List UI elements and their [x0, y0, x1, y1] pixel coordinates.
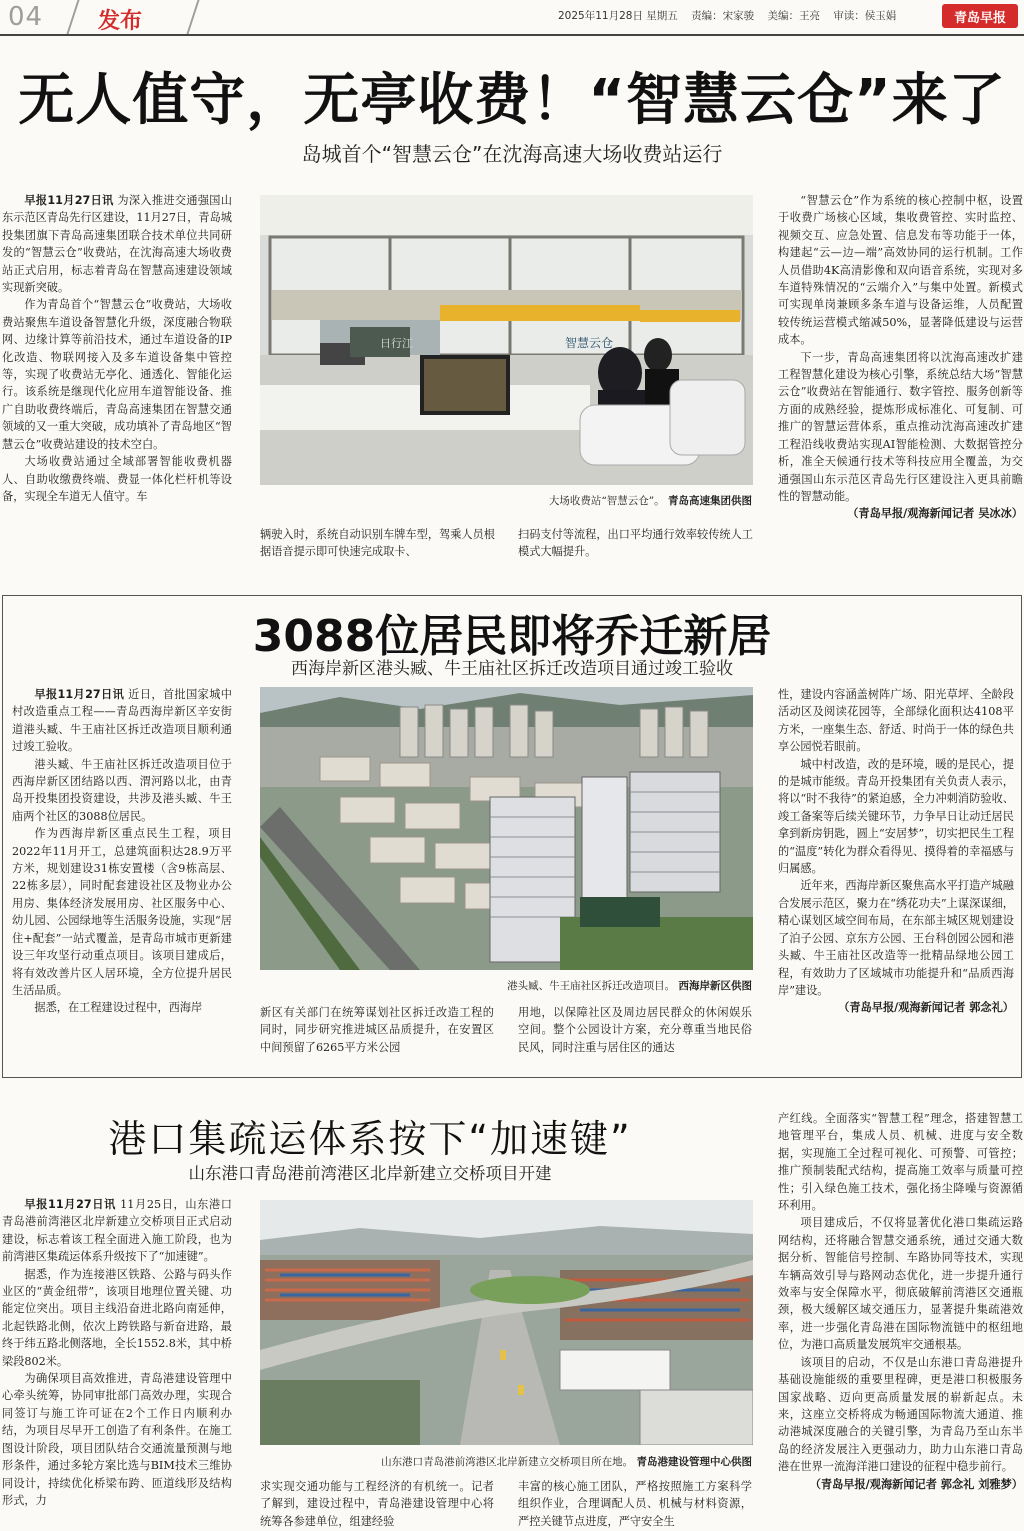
port-interchange-aerial-image	[260, 1200, 753, 1445]
article3-caption	[262, 1454, 752, 1469]
article3-text: 产红线。全面落实“智慧工程”理念，搭建智慧工地管理平台，集成人员、机械、进度与安全数据，实现施工全过程可视化、可预警、可管控；推广预制装配式结构，提高施工效率与质量可控性；引入绿色施工技术，强化扬尘降噪与资源循环利用。	[778, 1112, 1023, 1213]
article2-text: 城中村改造，改的是环境，暖的是民心，提的是城市能级。青岛开投集团有关负责人表示，将以“时不我待”的紧迫感，全力冲刺消防验收、竣工备案等后续关键环节，力争早日让动迁居民拿到新房钥匙，圆上“安居梦”，切实把民生工程的“温度”转化为群众看得见、摸得着的幸福感与归属感。	[778, 757, 1014, 876]
article3-text: 11月25日，山东港口青岛港前湾港区北岸新建立交桥项目正式启动建设，标志着该工程全面进入施工阶段，也为前湾港区集疏运体系升级按下了“加速键”。	[2, 1198, 232, 1264]
screen-sign-right: 智慧云仓	[565, 336, 614, 350]
dateline: 早报11月27日讯	[24, 1198, 116, 1211]
article2-text: 性，建设内容涵盖树阵广场、阳光草坪、全龄段活动区及阅读花园等，全部绿化面积达4108平方米，一座集生态、舒适、时尚于一体的绿色共享公园悦若眼前。	[778, 688, 1014, 754]
article2-text: 近日，首批国家城中村改造重点工程——青岛西海岸新区辛安街道港头臧、牛王庙社区拆迁改造项目顺利通过竣工验收。	[12, 688, 232, 754]
page-header	[0, 0, 1024, 34]
article3-headline: 港口集疏运体系按下“加速键”	[108, 1117, 632, 1161]
article1-byline: （青岛早报/观海新闻记者 吴冰冰）	[847, 507, 1023, 521]
article1-column-1	[2, 192, 232, 562]
article2-text: 近年来，西海岸新区聚焦高水平打造产城融合发展示范区，聚力在“绣花功夫”上谋深谋细，精心谋划区域空间布局，在东部主城区规划建设了泊子公园、京东方公园、王台科创园公园和港头臧、牛王庙社区改造等一批精品绿地公园工程，有效助力了区域城市功能提升和“品质西海岸”建设。	[778, 879, 1014, 997]
article3-text: 项目建成后，不仅将显著优化港口集疏运路网结构，还将融合智慧交通系统，通过交通大数据分析、智能信号控制、车路协同等技术，实现车辆高效引导与路网动态优化，进一步提升通行效率与安全保障水平，彻底破解前湾港区交通瓶颈，极大缓解区域交通压力，显著提升集疏港效率，进一步强化青岛港在国际物流链中的枢纽地位，为港口高质量发展筑牢交通根基。	[778, 1216, 1023, 1352]
caption-source: 西海岸新区供图	[678, 980, 752, 992]
caption-source: 青岛高速集团供图	[668, 495, 752, 507]
article1-column-3	[518, 526, 753, 562]
article3-column-2	[260, 1478, 494, 1531]
residential-aerial-image	[260, 687, 753, 970]
article2-text: 用地，以保障社区及周边居民群众的休闲娱乐空间。整个公园设计方案，充分尊重当地民俗民风，同时注重与居住区的通达	[518, 1006, 752, 1054]
article3-byline: （青岛早报/观海新闻记者 郭念礼 刘雅梦）	[809, 1477, 1023, 1491]
dateline: 早报11月27日讯	[24, 194, 114, 207]
article2-text: 据悉，在工程建设过程中，西海岸	[34, 1001, 203, 1015]
article1-photo	[260, 195, 753, 485]
article1-text: 为深入推进交通强国山东示范区青岛先行区建设，11月27日，青岛城投集团旗下青岛高速集团联合技术单位共同研发的“智慧云仓”收费站，在沈海高速大场收费站正式启用，标志着青岛在智慧高速建设领域实现新突破。	[2, 194, 232, 295]
article2-subheadline: 西海岸新区港头臧、牛王庙社区拆迁改造项目通过竣工验收	[291, 659, 733, 679]
article3-text: 该项目的启动，不仅是山东港口青岛港提升基础设施能级的重要里程碑，更是港口积极服务国家战略、迈向更高质量发展的崭新起点。未来，这座立交桥将成为畅通国际物流大通道、推动港城深度融合的关键引擎，为青岛乃至山东半岛的经济发展注入更强动力，助力山东港口青岛港在世界一流海洋港口建设的征程中稳步前行。	[778, 1355, 1023, 1474]
header-meta	[558, 8, 906, 23]
article2-headline: 3088位居民即将乔迁新居	[252, 611, 772, 662]
article3-column-4	[778, 1110, 1023, 1531]
article1-headline: 无人值守，无亭收费！“智慧云仓”来了	[18, 68, 1006, 133]
dateline: 早报11月27日讯	[34, 688, 125, 701]
article2-column-4	[778, 686, 1014, 1058]
article1-subheadline: 岛城首个“智慧云仓”在沈海高速大场收费站运行	[301, 142, 723, 166]
article2-column-3	[518, 1004, 752, 1058]
caption-text: 大场收费站“智慧云仓”。	[548, 495, 665, 507]
logo-text: 青岛早报	[953, 10, 1006, 26]
header-slash-divider	[186, 0, 199, 34]
caption-source: 青岛港建设管理中心供图	[636, 1456, 752, 1468]
art-editor-credit: 美编：王亮	[767, 10, 820, 22]
article3-subheadline: 山东港口青岛港前湾港区北岸新建立交桥项目开建	[188, 1164, 552, 1183]
header-rule	[0, 34, 1024, 36]
article1-text: 作为青岛首个“智慧云仓”收费站，大场收费站聚焦车道设备智慧化升级，深度融合物联网、边缘计算等前沿技术，通过车道设备的IP化改造、物联网接入及多车道设备集中管控等，实现了收费站无亭化、通透化、智能化运行。该系统是继现代化应用车道智能设备、推广自助收费终端后，青岛高速集团在智慧交通领域的又一重大突破，成功填补了青岛地区“智慧云仓”收费站建设的技术空白。	[2, 298, 232, 451]
article2-photo	[260, 687, 753, 970]
section-name: 发布	[98, 9, 143, 34]
article1-text: “智慧云仓”作为系统的核心控制中枢，设置于收费广场核心区域，集收费管控、实时监控、视频交互、应急处置、信息发布等功能于一体，构建起“云—边—端”高效协同的运行机制。工作人员借助4K高清影像和双向语音系统，实现对多车道特殊情况的“云端介入”与集中处置。新模式可实现单岗兼顾多条车道与设备运维，人员配置较传统运营模式缩减50%，显著降低建设与运营成本。	[778, 194, 1023, 347]
article3-photo	[260, 1200, 753, 1445]
article1-text: 下一步，青岛高速集团将以沈海高速改扩建工程智慧化建设为核心引擎，系统总结大场“智慧云仓”收费站在智能通行、数字管控、服务创新等方面的成熟经验，提炼形成标准化、可复制、可推广的智慧运营体系，重点推动沈海高速改扩建工程沿线收费站实现AI智能检测、大数据管控分析，准全天候通行技术等科技应用全覆盖，为交通强国山东示范区青岛先行区建设注入更具前瞻性的智慧动能。	[778, 350, 1023, 503]
article3-text: 为确保项目高效推进，青岛港建设管理中心牵头统筹，协同审批部门高效办理，实现合同签订与施工许可证在2个工作日内顺利办结，为项目尽早开工创造了有利条件。在施工图设计阶段，项目团队结合交通流量预测与地形条件，通过多轮方案比选与BIM技术三维协同设计，持续优化桥梁布跨、匝道线形及结构形式，力	[2, 1372, 232, 1507]
screen-sign-left: 日行江	[380, 337, 413, 350]
article2-text: 新区有关部门在统筹谋划社区拆迁改造工程的同时，同步研究推进城区品质提升，在安置区中间预留了6265平方米公园	[260, 1006, 494, 1054]
article2-caption	[420, 978, 752, 993]
article3-column-1	[2, 1196, 232, 1530]
caption-text: 山东港口青岛港前湾港区北岸新建立交桥项目所在地。	[381, 1456, 634, 1468]
article2-column-1	[12, 686, 232, 1058]
page-number: 04	[8, 2, 44, 32]
article2-column-2	[260, 1004, 494, 1058]
article1-column-4	[778, 192, 1023, 567]
header-slash-divider	[66, 0, 79, 34]
article3-column-3	[518, 1478, 752, 1531]
article2-byline: （青岛早报/观海新闻记者 郭念礼）	[838, 1001, 1014, 1015]
toll-control-room-image	[260, 195, 753, 485]
article1-text: 大场收费站通过全域部署智能收费机器人、自助收缴费终端、费显一体化栏杆机等设备，实现全车道无人值守。车	[2, 455, 232, 503]
article1-text: 扫码支付等流程，出口平均通行效率较传统人工模式大幅提升。	[518, 528, 753, 559]
article3-text: 求实现交通功能与工程经济的有机统一。记者了解到，建设过程中，青岛港建设管理中心将统筹各参建单位，组建经验	[260, 1480, 494, 1528]
article2-text: 港头臧、牛王庙社区拆迁改造项目位于西海岸新区团结路以西、渭河路以北，由青岛开投集团投资建设，共涉及港头臧、牛王庙两个社区的3088位居民。	[12, 757, 232, 823]
article1-column-2	[260, 526, 495, 562]
article2-text: 作为西海岸新区重点民生工程，项目2022年11月开工，总建筑面积达28.9万平方米，规划建设31栋安置楼（含9栋高层、22栋多层），同时配套建设社区及物业办公用房、集体经济发展用房、社区服务中心、幼儿园、公园绿地等生活服务设施，实现“居住+配套”一站式覆盖，是青岛市城市更新建设三年攻坚行动重点项目。该项目建成后，将有效改善片区人居环境，全方位提升居民生活品质。	[12, 827, 232, 997]
editor-credit: 责编：宋家骏	[691, 10, 755, 22]
newspaper-logo	[942, 4, 1018, 28]
proofreader-credit: 审读：侯玉娟	[833, 10, 897, 22]
issue-date: 2025年11月28日 星期五	[558, 10, 678, 22]
article3-text: 丰富的核心施工团队，严格按照施工方案科学组织作业，合理调配人员、机械与材料资源，严控关键节点进度，严守安全生	[518, 1480, 752, 1528]
caption-text: 港头臧、牛王庙社区拆迁改造项目。	[507, 980, 676, 992]
article3-text: 据悉，作为连接港区铁路、公路与码头作业区的“黄金纽带”，该项目地理位置关键、功能定位突出。项目主线沿奋进北路向南延伸，北起铁路北侧，依次上跨铁路与新奋进路，最终于纬五路北侧落地，全长1552.8米，其中桥梁段802米。	[2, 1267, 232, 1368]
article1-caption	[450, 493, 752, 508]
article1-text: 辆驶入时，系统自动识别车牌车型，驾乘人员根据语音提示即可快速完成取卡、	[260, 528, 495, 559]
